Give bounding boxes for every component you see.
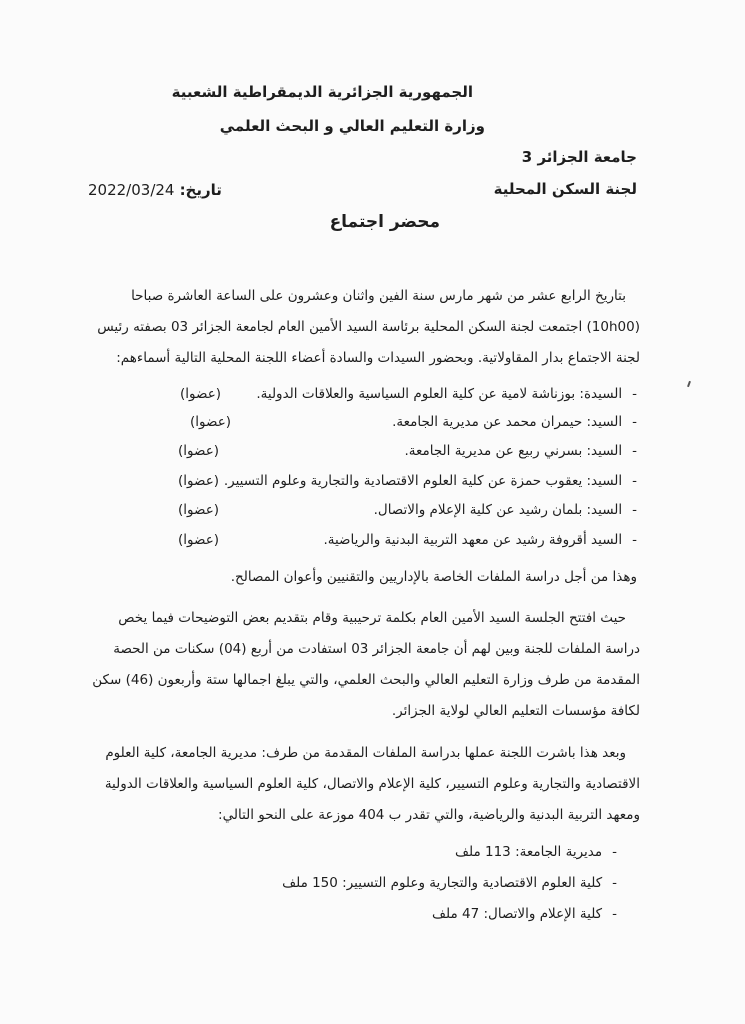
study-line: الاقتصادية والتجارية وعلوم التسيير، كلية الإعلام والاتصال، كلية العلوم السياسية والعلاقات الدولية: [104, 776, 640, 792]
member-item: -السيد: حيمران محمد عن مديرية الجامعة.: [392, 414, 637, 430]
intro-line: بتاريخ الرابع عشر من شهر مارس سنة الفين واثنان وعشرون على الساعة العاشرة صباحا: [131, 288, 626, 304]
university-name: جامعة الجزائر 3: [521, 148, 637, 166]
member-item: -السيد: بسرني ربيع عن مديرية الجامعة.: [404, 443, 637, 459]
member-role: (عضوا): [178, 473, 220, 489]
opening-line: دراسة الملفات للجنة وبين لهم أن جامعة الجزائر 03 استفادت من أربع (04) سكنات من الحصة: [113, 641, 640, 657]
page-title: محضر اجتماع: [329, 212, 440, 232]
study-paragraph: [100, 738, 640, 831]
member-item: -السيد: يعقوب حمزة عن كلية العلوم الاقتصادية والتجارية وعلوم التسيير.: [223, 473, 637, 489]
study-line: وبعد هذا باشرت اللجنة عملها بدراسة الملفات المقدمة من طرف: مديرية الجامعة، كلية العلوم: [105, 745, 626, 761]
study-line: ومعهد التربية البدنية والرياضية، والتي تقدر ب 404 موزعة على النحو التالي:: [218, 807, 640, 823]
republic-heading: الجمهورية الجزائرية الديمقراطية الشعبية: [171, 83, 473, 101]
intro-line: لجنة الاجتماع بدار المقاولاتية. وبحضور السيدات والسادة أعضاء اللجنة المحلية التالية أسماءهم:: [116, 350, 640, 366]
date-value: 2022/03/24: [88, 181, 175, 199]
opening-line: المقدمة من طرف وزارة التعليم العالي والبحث العلمي، والتي يبلغ اجمالها ستة وأربعون (46) سكن: [92, 672, 640, 688]
member-item: -السيدة: بوزناشة لامية عن كلية العلوم السياسية والعلاقات الدولية.: [256, 386, 637, 402]
pen-mark: [687, 381, 691, 387]
date-line: [88, 180, 222, 199]
date-label: تاريخ:: [179, 181, 222, 199]
member-role: (عضوا): [178, 532, 220, 548]
member-item: -السيد: بلمان رشيد عن كلية الإعلام والاتصال.: [373, 502, 637, 518]
opening-paragraph: [92, 603, 640, 727]
intro-paragraph: [97, 281, 640, 374]
member-role: (عضوا): [190, 414, 232, 430]
distribution-item: -كلية الإعلام والاتصال: 47 ملف: [432, 906, 617, 922]
member-item: -السيد أقروفة رشيد عن معهد التربية البدنية والرياضية.: [323, 532, 637, 548]
member-role: (عضوا): [178, 443, 220, 459]
intro-line: (10h00) اجتمعت لجنة السكن المحلية برئاسة السيد الأمين العام لجامعة الجزائر 03 بصفته رئيس: [97, 319, 640, 335]
ministry-heading: وزارة التعليم العالي و البحث العلمي: [219, 117, 485, 135]
opening-line: حيث افتتح الجلسة السيد الأمين العام بكلمة ترحيبية وقام بتقديم بعض التوضيحات فيما يخص: [118, 610, 626, 626]
opening-line: لكافة مؤسسات التعليم العالي لولاية الجزائر.: [391, 703, 640, 719]
committee-name: لجنة السكن المحلية: [493, 180, 637, 198]
member-role: (عضوا): [178, 502, 220, 518]
distribution-item: -مديرية الجامعة: 113 ملف: [455, 844, 617, 860]
purpose-line: وهذا من أجل دراسة الملفات الخاصة بالإداريين والتقنيين وأعوان المصالح.: [230, 569, 637, 585]
member-role: (عضوا): [180, 386, 222, 402]
distribution-item: -كلية العلوم الاقتصادية والتجارية وعلوم التسيير: 150 ملف: [282, 875, 617, 891]
